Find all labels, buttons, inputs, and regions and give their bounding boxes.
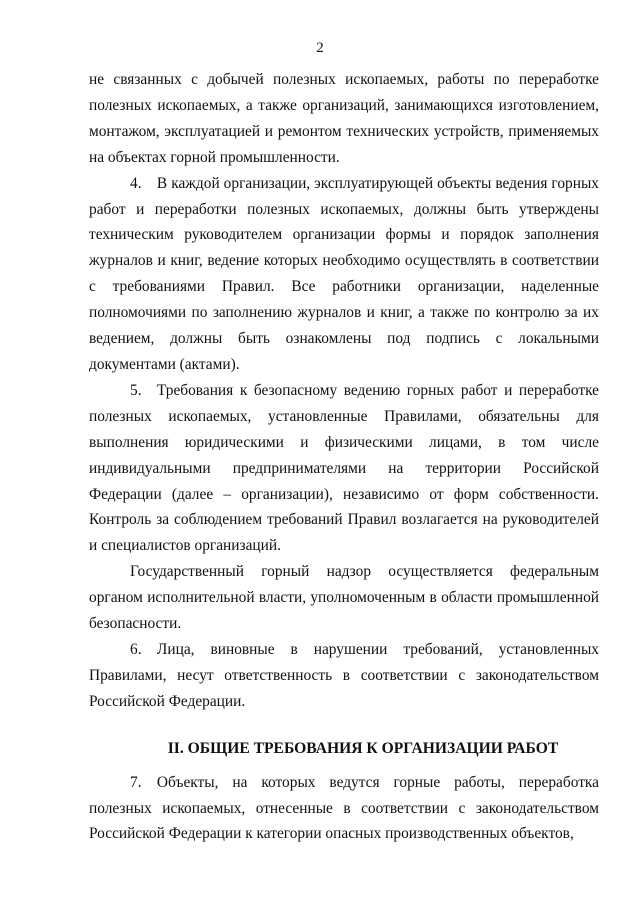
paragraph-item-5: 5. Требования к безопасному ведению горных работ и переработке полезных ископаемых, установленные Правилами, обязательны для выполнения юридическими и физическими лицами, в том числе индивидуальными предпринимателями на территории Российской Федерации (далее – организации), независимо от форм собственности. Контроль за соблюдением требований Правил возлагается на руководителей и специалистов организаций. bbox=[89, 381, 599, 555]
page-number: 2 bbox=[316, 40, 324, 56]
section-heading: II. ОБЩИЕ ТРЕБОВАНИЯ К ОРГАНИЗАЦИИ РАБОТ bbox=[167, 739, 559, 757]
document-body bbox=[89, 67, 599, 847]
paragraph-continuation: не связанных с добычей полезных ископаемых, работы по переработке полезных ископаемых, а также организаций, занимающихся изготовлением, монтажом, эксплуатацией и ремонтом технических устройств, применяемых на объектах горной промышленности. bbox=[89, 71, 599, 166]
paragraph-supervision: Государственный горный надзор осуществляется федеральным органом исполнительной власти, уполномоченным в области промышленной безопасности. bbox=[89, 563, 599, 633]
paragraph-item-4: 4. В каждой организации, эксплуатирующей объекты ведения горных работ и переработки полезных ископаемых, должны быть утверждены техническим руководителем организации формы и порядок заполнения журналов и книг, ведение которых необходимо осуществлять в соответствии с требованиями Правил. Все работники организации, наделенные полномочиями по заполнению журналов и книг, а также по контролю за их ведением, должны быть ознакомлены под подпись с локальными документами (актами). bbox=[89, 174, 599, 373]
page-bottom-cut bbox=[0, 890, 640, 905]
paragraph-item-7: 7. Объекты, на которых ведутся горные работы, переработка полезных ископаемых, отнесенные в соответствии с законодательством Российской Федерации к категории опасных производственных объектов, bbox=[89, 773, 599, 843]
paragraph-item-6: 6. Лица, виновные в нарушении требований, установленных Правилами, несут ответственность в соответствии с законодательством Российской Федерации. bbox=[89, 640, 599, 710]
